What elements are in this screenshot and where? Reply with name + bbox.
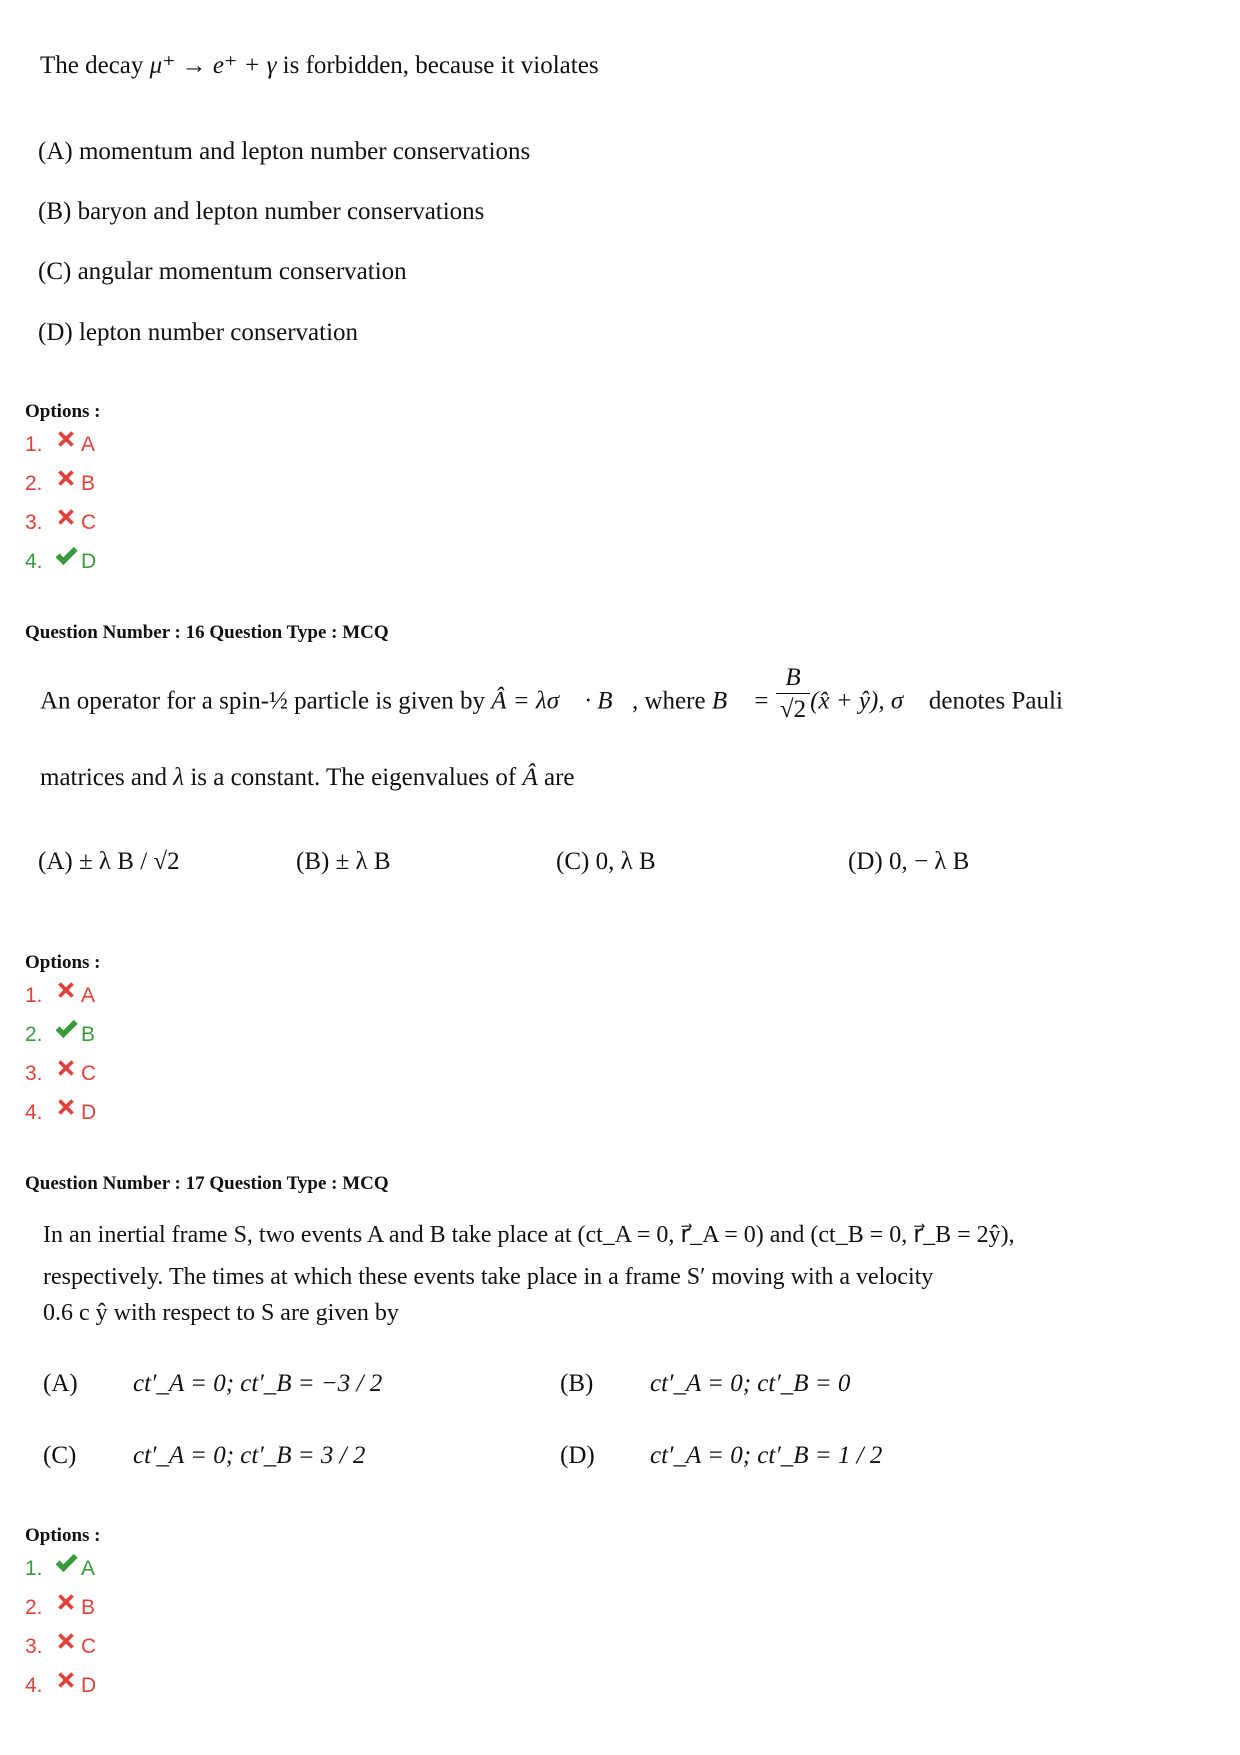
q15-choice-d: (D) lepton number conservation bbox=[38, 319, 359, 346]
q15-stem-prefix: The decay bbox=[40, 52, 144, 79]
option-number: 4. bbox=[25, 1674, 43, 1697]
q16-bvec: B⃗ = bbox=[711, 687, 770, 715]
option-label: D bbox=[81, 550, 97, 573]
q15-choice-b: (B) baryon and lepton number conservations bbox=[38, 198, 485, 225]
q16-choice-d: (D) 0, − λ B bbox=[848, 848, 970, 875]
q17-choice-a-label: (A) bbox=[43, 1370, 78, 1397]
q15-options-label: Options : bbox=[25, 401, 101, 422]
q16-stem-line2 bbox=[40, 762, 575, 793]
cross-icon bbox=[53, 426, 79, 452]
option-number: 4. bbox=[25, 1101, 43, 1124]
cross-icon bbox=[53, 977, 79, 1003]
option-number: 3. bbox=[25, 1635, 43, 1658]
option-label: A bbox=[81, 984, 96, 1007]
option-number: 1. bbox=[25, 433, 43, 456]
q17-stem-line3: 0.6 c ŷ with respect to S are given by bbox=[43, 1300, 399, 1326]
q17-stem-line1: In an inertial frame S, two events A and B take place at (ct_A = 0, r⃗_A = 0) and (ct_B = 0, r⃗_B = 2ŷ), bbox=[43, 1222, 1015, 1248]
q16-choice-a: (A) ± λ B / √2 bbox=[38, 848, 180, 875]
option-label: B bbox=[81, 472, 96, 495]
q16-unit-vectors: (x̂ + ŷ), bbox=[810, 687, 885, 715]
q17-stem-line2: respectively. The times at which these events take place in a frame S′ moving with a velocity bbox=[43, 1264, 934, 1290]
checkmark-icon bbox=[53, 1550, 79, 1576]
checkmark-icon bbox=[53, 543, 79, 569]
q17-choice-a-text: ct′_A = 0; ct′_B = −3 / 2 bbox=[133, 1370, 383, 1397]
q16-option-2[interactable] bbox=[25, 1018, 95, 1052]
q17-choice-c-text: ct′_A = 0; ct′_B = 3 / 2 bbox=[133, 1442, 366, 1469]
cross-icon bbox=[53, 1055, 79, 1081]
q17-option-1[interactable] bbox=[25, 1552, 95, 1586]
q17-header: Question Number : 17 Question Type : MCQ bbox=[25, 1173, 389, 1194]
q17-options-label: Options : bbox=[25, 1525, 101, 1546]
q15-option-4[interactable] bbox=[25, 545, 96, 579]
q15-option-1[interactable] bbox=[25, 428, 95, 462]
option-label: D bbox=[81, 1674, 97, 1697]
q15-formula: μ⁺ → e⁺ + γ bbox=[149, 52, 277, 79]
option-number: 3. bbox=[25, 1062, 43, 1085]
cross-icon bbox=[53, 465, 79, 491]
q16-choice-b: (B) ± λ B bbox=[296, 848, 391, 875]
q16-fraction bbox=[776, 662, 810, 726]
cross-icon bbox=[53, 1667, 79, 1693]
option-number: 2. bbox=[25, 1023, 43, 1046]
q16-text: denotes Pauli bbox=[928, 687, 1063, 715]
q15-option-2[interactable] bbox=[25, 467, 95, 501]
q17-choice-c-label: (C) bbox=[43, 1442, 77, 1469]
option-number: 1. bbox=[25, 1557, 43, 1580]
q17-option-3[interactable] bbox=[25, 1630, 96, 1664]
q16-option-4[interactable] bbox=[25, 1096, 96, 1130]
q16-text: , where bbox=[631, 687, 706, 715]
q16-sigma: σ⃗ bbox=[890, 687, 923, 715]
checkmark-icon bbox=[53, 1016, 79, 1042]
option-label: D bbox=[81, 1101, 97, 1124]
option-label: C bbox=[81, 1062, 97, 1085]
q16-operator: Â = λσ⃗ · B⃗ bbox=[491, 687, 632, 715]
q17-choice-d-label: (D) bbox=[560, 1442, 595, 1469]
option-label: A bbox=[81, 433, 96, 456]
q16-text: are bbox=[543, 764, 575, 791]
q16-stem-line1 bbox=[40, 664, 1063, 726]
q15-choice-c: (C) angular momentum conservation bbox=[38, 258, 407, 285]
q16-option-1[interactable] bbox=[25, 979, 95, 1013]
q17-choice-b-label: (B) bbox=[560, 1370, 594, 1397]
q16-text: An operator for a spin-½ particle is given by bbox=[40, 687, 486, 715]
q16-text: matrices and bbox=[40, 764, 168, 791]
cross-icon bbox=[53, 1094, 79, 1120]
cross-icon bbox=[53, 504, 79, 530]
q16-header: Question Number : 16 Question Type : MCQ bbox=[25, 622, 389, 643]
q16-options-label: Options : bbox=[25, 952, 101, 973]
option-number: 3. bbox=[25, 511, 43, 534]
q17-option-4[interactable] bbox=[25, 1669, 96, 1703]
cross-icon bbox=[53, 1628, 79, 1654]
q15-option-3[interactable] bbox=[25, 506, 96, 540]
q15-stem bbox=[40, 50, 599, 81]
fraction-denominator: √2 bbox=[779, 696, 807, 724]
option-number: 2. bbox=[25, 1596, 43, 1619]
q17-choice-d-text: ct′_A = 0; ct′_B = 1 / 2 bbox=[650, 1442, 883, 1469]
fraction-numerator: B bbox=[776, 662, 810, 694]
option-number: 2. bbox=[25, 472, 43, 495]
cross-icon bbox=[53, 1589, 79, 1615]
q16-choice-c: (C) 0, λ B bbox=[556, 848, 656, 875]
q17-choice-b-text: ct′_A = 0; ct′_B = 0 bbox=[650, 1370, 851, 1397]
q15-choice-a: (A) momentum and lepton number conservations bbox=[38, 138, 531, 165]
q16-lambda: λ bbox=[173, 764, 185, 791]
option-label: A bbox=[81, 1557, 96, 1580]
q16-text: is a constant. The eigenvalues of bbox=[190, 764, 517, 791]
q17-option-2[interactable] bbox=[25, 1591, 95, 1625]
option-number: 1. bbox=[25, 984, 43, 1007]
option-label: C bbox=[81, 1635, 97, 1658]
q15-stem-suffix: is forbidden, because it violates bbox=[282, 52, 599, 79]
q16-operator: Â bbox=[522, 764, 538, 791]
option-number: 4. bbox=[25, 550, 43, 573]
option-label: C bbox=[81, 511, 97, 534]
q16-option-3[interactable] bbox=[25, 1057, 96, 1091]
option-label: B bbox=[81, 1023, 96, 1046]
option-label: B bbox=[81, 1596, 96, 1619]
